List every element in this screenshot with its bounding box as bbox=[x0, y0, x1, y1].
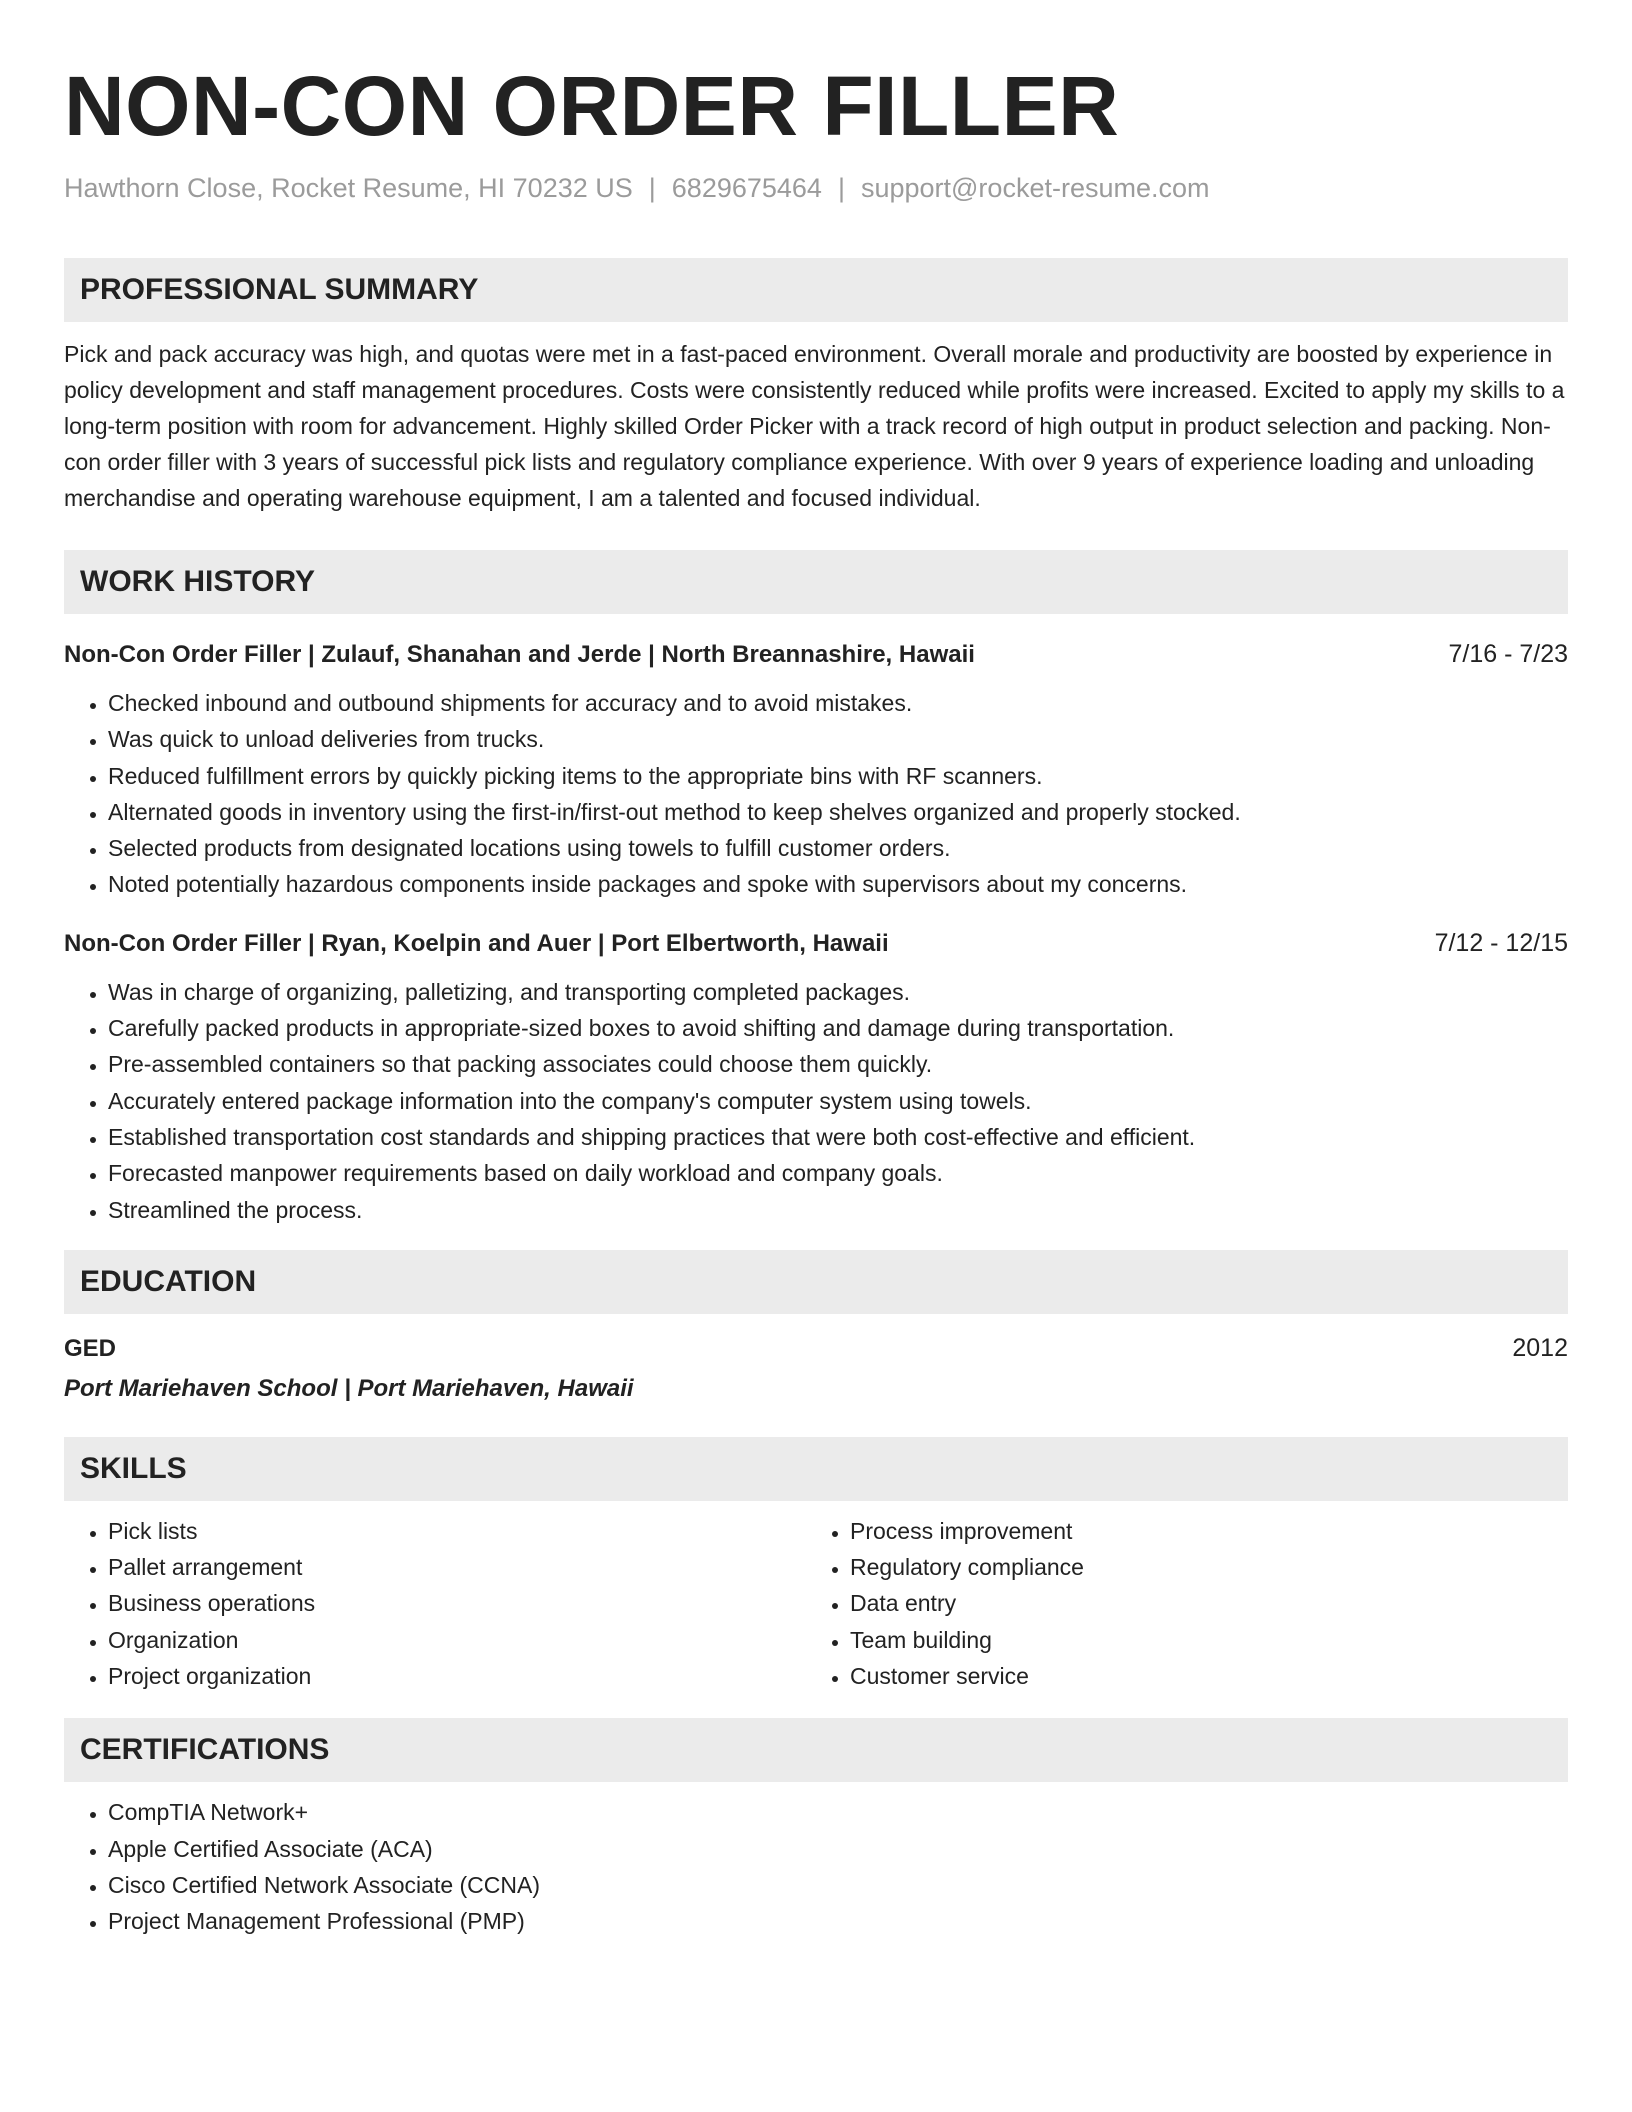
job-bullet: • Pre-assembled containers so that packing associates could choose them quickly. bbox=[108, 1046, 1568, 1082]
education-degree: GED bbox=[64, 1334, 117, 1362]
section-header-certifications: CERTIFICATIONS bbox=[64, 1718, 1568, 1782]
job-bullet: • Noted potentially hazardous components inside packages and spoke with supervisors about my concerns. bbox=[108, 866, 1568, 902]
job-header bbox=[64, 636, 1568, 673]
certification-item: • Apple Certified Associate (ACA) bbox=[108, 1831, 1568, 1867]
contact-email: support@rocket-resume.com bbox=[860, 173, 1210, 203]
job-bullet: • Was quick to unload deliveries from trucks. bbox=[108, 721, 1568, 757]
education-school: Port Mariehaven School | Port Mariehaven, Hawaii bbox=[64, 1374, 634, 1402]
job-dates: 7/16 - 7/23 bbox=[1448, 640, 1568, 668]
education-entry bbox=[64, 1330, 1568, 1407]
job-title: Non-Con Order Filler | Ryan, Koelpin and Auer | Port Elbertworth, Hawaii bbox=[64, 929, 889, 957]
certification-item: • Cisco Certified Network Associate (CCNA) bbox=[108, 1867, 1568, 1903]
contact-line bbox=[64, 170, 1568, 206]
job-bullet: • Established transportation cost standards and shipping practices that were both cost-effective and efficient. bbox=[108, 1119, 1568, 1155]
job-bullet: • Was in charge of organizing, palletizing, and transporting completed packages. bbox=[108, 974, 1568, 1010]
skills-grid bbox=[64, 1513, 1568, 1694]
skill-item: • Organization bbox=[108, 1622, 806, 1658]
skill-item: • Business operations bbox=[108, 1585, 806, 1621]
contact-phone: 6829675464 bbox=[671, 173, 822, 203]
summary-text: Pick and pack accuracy was high, and quotas were met in a fast-paced environment. Overall morale and productivity are boosted by experience in policy development and staff management procedures. Costs were consistently reduced while profits were increased. Excited to apply my skills to a long-term position with room for advancement. Highly skilled Order Picker with a track record of high output in product selection and packing. Non-con order filler with 3 years of successful pick lists and regulatory compliance experience. With over 9 years of experience loading and unloading merchandise and operating warehouse equipment, I am a talented and focused individual. bbox=[64, 341, 1565, 511]
job-entry bbox=[64, 636, 1568, 903]
certification-list bbox=[64, 1794, 1568, 1939]
candidate-name: NON-CON ORDER FILLER bbox=[64, 59, 1120, 153]
job-bullet: • Reduced fulfillment errors by quickly picking items to the appropriate bins with RF scanners. bbox=[108, 758, 1568, 794]
education-date: 2012 bbox=[1512, 1333, 1568, 1362]
skill-item: • Process improvement bbox=[850, 1513, 1548, 1549]
skill-item: • Project organization bbox=[108, 1658, 806, 1694]
contact-address: Hawthorn Close, Rocket Resume, HI 70232 US bbox=[64, 173, 633, 203]
skill-item: • Data entry bbox=[850, 1585, 1548, 1621]
job-bullet: • Alternated goods in inventory using the first-in/first-out method to keep shelves organized and properly stocked. bbox=[108, 794, 1568, 830]
job-entry bbox=[64, 925, 1568, 1228]
job-bullet: • Accurately entered package information into the company's computer system using towels. bbox=[108, 1083, 1568, 1119]
skill-item: • Pick lists bbox=[108, 1513, 806, 1549]
job-header bbox=[64, 925, 1568, 962]
job-bullet-list bbox=[64, 974, 1568, 1228]
skill-item: • Customer service bbox=[850, 1658, 1548, 1694]
job-bullet: • Streamlined the process. bbox=[108, 1192, 1568, 1228]
skill-item: • Regulatory compliance bbox=[850, 1549, 1548, 1585]
section-header-skills: SKILLS bbox=[64, 1437, 1568, 1501]
section-header-work-history: WORK HISTORY bbox=[64, 550, 1568, 614]
certification-item: • CompTIA Network+ bbox=[108, 1794, 1568, 1830]
certification-item: • Project Management Professional (PMP) bbox=[108, 1903, 1568, 1939]
job-bullet-list bbox=[64, 685, 1568, 903]
education-header bbox=[64, 1330, 1568, 1367]
resume-page bbox=[64, 0, 1568, 1940]
section-header-education: EDUCATION bbox=[64, 1250, 1568, 1314]
job-dates: 7/12 - 12/15 bbox=[1434, 928, 1568, 957]
job-title: Non-Con Order Filler | Zulauf, Shanahan and Jerde | North Breannashire, Hawaii bbox=[64, 641, 975, 668]
skill-item: • Pallet arrangement bbox=[108, 1549, 806, 1585]
skill-item: • Team building bbox=[850, 1622, 1548, 1658]
skills-column-right bbox=[806, 1513, 1548, 1694]
section-header-summary: PROFESSIONAL SUMMARY bbox=[64, 258, 1568, 322]
job-bullet: • Selected products from designated locations using towels to fulfill customer orders. bbox=[108, 830, 1568, 866]
contact-separator: | bbox=[837, 173, 845, 203]
job-bullet: • Forecasted manpower requirements based on daily workload and company goals. bbox=[108, 1155, 1568, 1191]
contact-separator: | bbox=[648, 173, 656, 203]
skills-column-left bbox=[64, 1513, 806, 1694]
job-bullet: • Checked inbound and outbound shipments for accuracy and to avoid mistakes. bbox=[108, 685, 1568, 721]
job-bullet: • Carefully packed products in appropriate-sized boxes to avoid shifting and damage during transportation. bbox=[108, 1010, 1568, 1046]
